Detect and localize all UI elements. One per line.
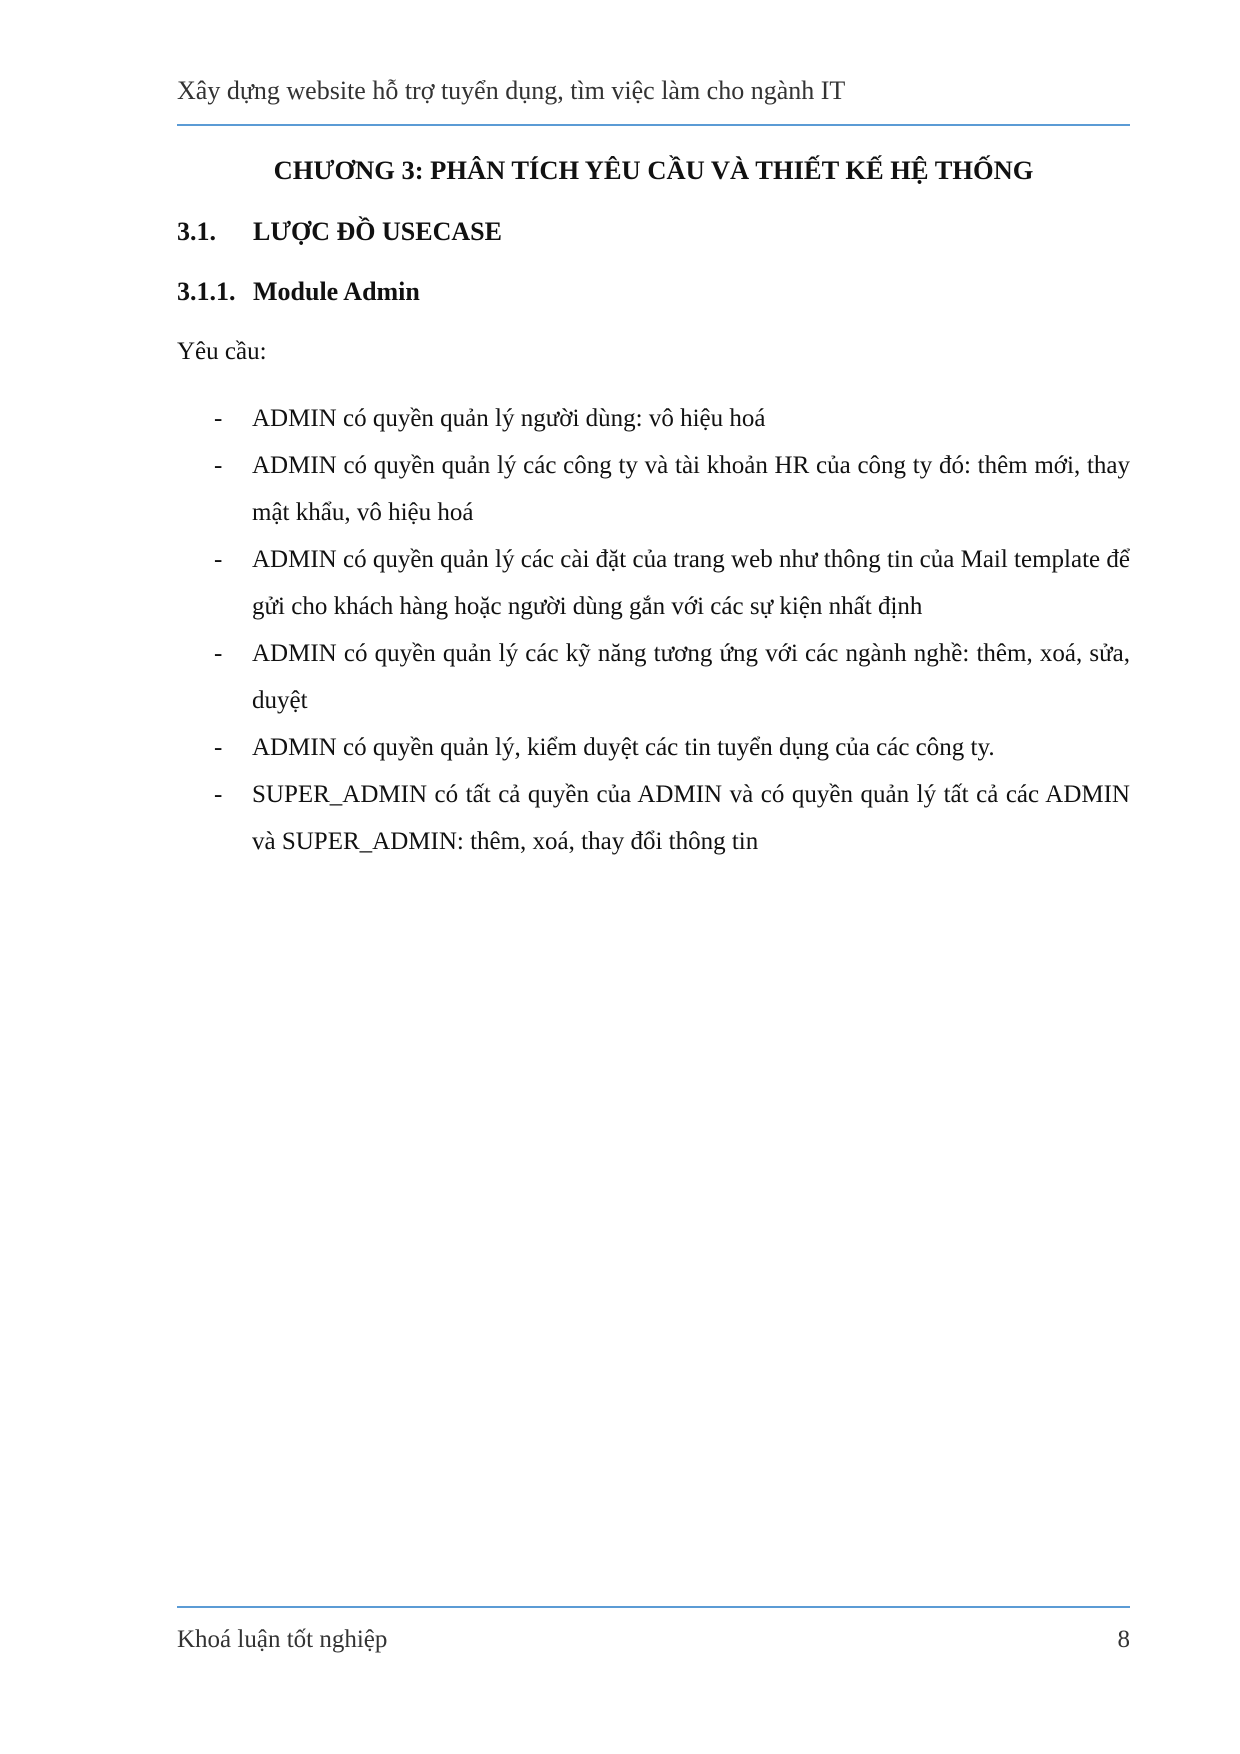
list-item bbox=[177, 724, 1130, 771]
list-item bbox=[177, 630, 1130, 724]
section-heading bbox=[177, 217, 502, 247]
list-item bbox=[177, 771, 1130, 865]
header-title: Xây dựng website hỗ trợ tuyển dụng, tìm việc làm cho ngành IT bbox=[177, 76, 846, 105]
list-item-text: ADMIN có quyền quản lý các cài đặt của trang web như thông tin của Mail template để gửi cho khách hàng hoặc người dùng gắn với các sự kiện nhất định bbox=[252, 546, 1130, 620]
requirements-intro: Yêu cầu: bbox=[177, 338, 267, 365]
chapter-title: CHƯƠNG 3: PHÂN TÍCH YÊU CẦU VÀ THIẾT KẾ HỆ THỐNG bbox=[273, 155, 1034, 185]
bullet-dash: - bbox=[214, 546, 223, 573]
bullet-dash: - bbox=[214, 781, 223, 808]
bullet-dash: - bbox=[214, 734, 223, 761]
bullet-dash: - bbox=[214, 405, 223, 432]
list-item-text: ADMIN có quyền quản lý các công ty và tài khoản HR của công ty đó: thêm mới, thay mật khẩu, vô hiệu hoá bbox=[252, 452, 1130, 526]
bullet-dash: - bbox=[214, 640, 223, 667]
list-item-text: ADMIN có quyền quản lý người dùng: vô hiệu hoá bbox=[252, 405, 766, 432]
list-item bbox=[177, 395, 1130, 442]
list-item-text: SUPER_ADMIN có tất cả quyền của ADMIN và có quyền quản lý tất cả các ADMIN và SUPER_ADMIN: thêm, xoá, thay đổi thông tin bbox=[252, 781, 1130, 855]
section-title: LƯỢC ĐỒ USECASE bbox=[253, 217, 502, 246]
list-item bbox=[177, 442, 1130, 536]
list-item-text: ADMIN có quyền quản lý các kỹ năng tương ứng với các ngành nghề: thêm, xoá, sửa, duyệt bbox=[252, 640, 1130, 714]
subsection-number: 3.1.1. bbox=[177, 277, 236, 306]
page-header bbox=[177, 72, 1130, 126]
list-item-text: ADMIN có quyền quản lý, kiểm duyệt các tin tuyển dụng của các công ty. bbox=[252, 734, 995, 761]
page-footer bbox=[177, 1606, 1130, 1668]
bullet-dash: - bbox=[214, 452, 223, 479]
footer-text: Khoá luận tốt nghiệp bbox=[177, 1626, 388, 1653]
section-number: 3.1. bbox=[177, 217, 216, 246]
requirements-list bbox=[177, 395, 1130, 865]
page-number: 8 bbox=[1117, 1626, 1130, 1653]
subsection-heading bbox=[177, 277, 420, 307]
list-item bbox=[177, 536, 1130, 630]
subsection-title: Module Admin bbox=[253, 277, 420, 306]
